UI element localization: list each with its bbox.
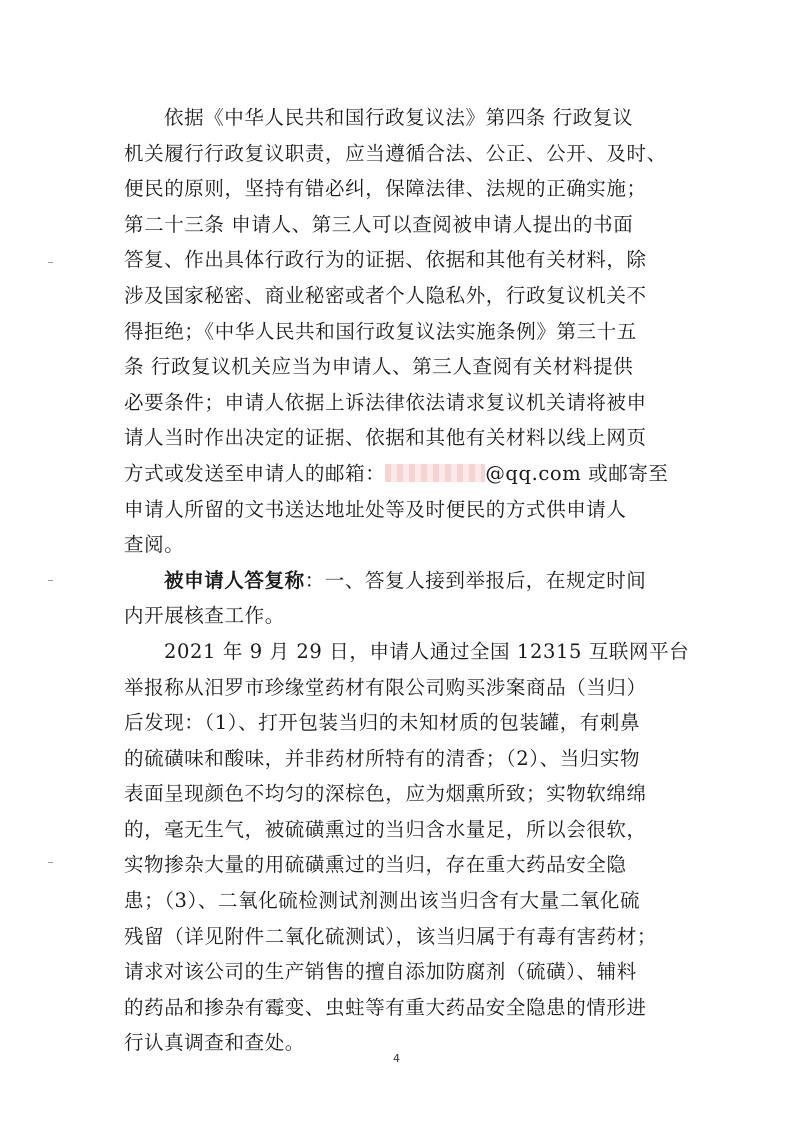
text-line: 表面呈现颜色不均匀的深棕色，应为烟熏所致；实物软绵绵 bbox=[124, 782, 647, 806]
scan-mark bbox=[48, 580, 53, 581]
text-line: 患；（3）、二氧化硫检测试剂测出该当归含有大量二氧化硫 bbox=[124, 889, 641, 913]
text-line: 请人当时作出决定的证据、依据和其他有关材料以线上网页 bbox=[124, 426, 647, 450]
text-line: 实物掺杂大量的用硫磺熏过的当归，存在重大药品安全隐 bbox=[124, 853, 627, 877]
text-line: 后发现：（1）、打开包装当归的未知材质的包装罐，有刺鼻 bbox=[124, 711, 641, 735]
scan-mark bbox=[48, 862, 53, 863]
text-line: 答复、作出具体行政行为的证据、依据和其他有关材料，除 bbox=[124, 248, 647, 272]
text-line: 必要条件；申请人依据上诉法律依法请求复议机关请将被申 bbox=[124, 390, 647, 414]
text-line: 条 行政复议机关应当为申请人、第三人查阅有关材料提供 bbox=[124, 355, 634, 379]
reply-line bbox=[124, 563, 684, 599]
text-line: 请求对该公司的生产销售的擅自添加防腐剂（硫磺）、辅料 bbox=[124, 960, 637, 984]
text-line: 2021 年 9 月 29 日，申请人通过全国 12315 互联网平台 bbox=[164, 639, 690, 663]
text-line: 残留（详见附件二氧化硫测试），该当归属于有毒有害药材； bbox=[124, 924, 657, 948]
text-line: 的药品和掺杂有霉变、虫蛀等有重大药品安全隐患的情形进 bbox=[124, 995, 647, 1019]
text-line: 便民的原则，坚持有错必纠，保障法律、法规的正确实施； bbox=[124, 177, 647, 201]
reply-label: 被申请人答复称 bbox=[164, 568, 305, 592]
scan-mark bbox=[48, 262, 53, 263]
text-line: 涉及国家秘密、商业秘密或者个人隐私外，行政复议机关不 bbox=[124, 283, 647, 307]
text-line: 的硫磺味和酸味，并非药材所特有的清香；（2）、当归实物 bbox=[124, 746, 641, 770]
text-line: 申请人所留的文书送达地址处等及时便民的方式供申请人 bbox=[124, 497, 627, 521]
text-line: 举报称从汨罗市珍缘堂药材有限公司购买涉案商品（当归） bbox=[124, 675, 647, 699]
page-number: 4 bbox=[393, 1052, 400, 1065]
email-line bbox=[124, 456, 684, 492]
text-line: 查阅。 bbox=[124, 533, 185, 557]
body-text bbox=[124, 100, 690, 1061]
text-line: 得拒绝；《中华人民共和国行政复议法实施条例》第三十五 bbox=[124, 319, 637, 343]
email-line-prefix: 方式或发送至申请人的邮箱： bbox=[124, 461, 386, 485]
redacted-email bbox=[385, 464, 485, 482]
reply-text: ：一、答复人接到举报后，在规定时间 bbox=[304, 568, 647, 592]
text-line: 的，毫无生气，被硫磺熏过的当归含水量足，所以会很软， bbox=[124, 817, 647, 841]
text-line: 依据《中华人民共和国行政复议法》第四条 行政复议 bbox=[164, 106, 634, 129]
text-line: 机关履行行政复议职责，应当遵循合法、公正、公开、及时、 bbox=[124, 141, 667, 165]
text-line: 第二十三条 申请人、第三人可以查阅被申请人提出的书面 bbox=[124, 212, 634, 236]
text-line: 行认真调查和查处。 bbox=[124, 1031, 305, 1055]
text-line: 内开展核查工作。 bbox=[124, 604, 285, 628]
email-line-suffix: @qq.com 或邮寄至 bbox=[485, 461, 669, 485]
